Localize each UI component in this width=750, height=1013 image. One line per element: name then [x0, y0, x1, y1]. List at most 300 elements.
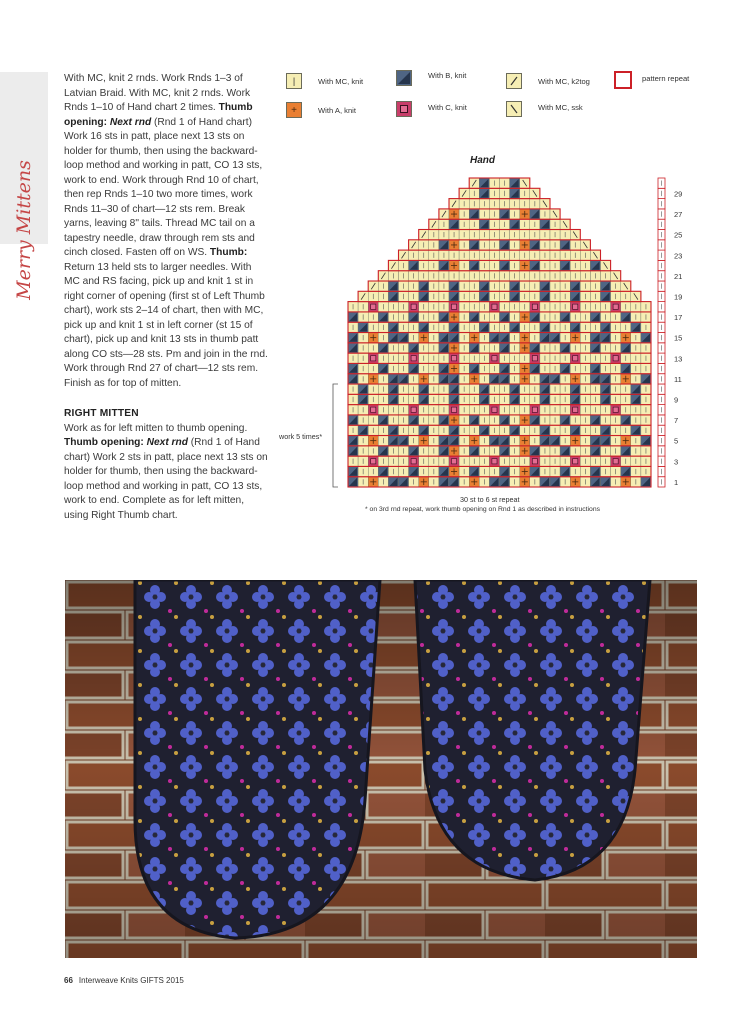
- legend-pattern-repeat: [614, 71, 689, 89]
- chart-cell: [540, 240, 550, 250]
- chart-cell: [590, 466, 600, 476]
- b-knit-mark: [602, 385, 610, 393]
- chart-cell: [520, 178, 530, 188]
- k2tog-mark: [432, 221, 436, 227]
- k2tog-mark: [361, 293, 365, 299]
- chart-cell: [520, 291, 530, 301]
- chart-cell: [368, 302, 378, 312]
- chart-cell: [489, 281, 499, 291]
- chart-cell: [641, 384, 651, 394]
- b-knit-mark: [389, 282, 397, 290]
- chart-cell: [348, 394, 358, 404]
- chart-cell: [570, 436, 580, 446]
- b-knit-mark: [511, 282, 519, 290]
- b-knit-mark: [450, 478, 458, 486]
- k2tog-mark: [371, 283, 375, 289]
- repeat-outline: [429, 219, 570, 229]
- chart-cell: [489, 188, 499, 198]
- chart-cell: [500, 333, 510, 343]
- chart-cell: [439, 456, 449, 466]
- chart-cell: [409, 271, 419, 281]
- chart-cell: [530, 446, 540, 456]
- chart-cell: [439, 291, 449, 301]
- chart-cell: [419, 302, 429, 312]
- legend-label: With A, knit: [318, 105, 356, 115]
- c-knit-mark: [411, 407, 416, 412]
- chart-cell: [590, 363, 600, 373]
- margin-cell: [658, 291, 665, 301]
- chart-cell: [348, 343, 358, 353]
- chart-cell: [368, 343, 378, 353]
- chart-cell: [580, 477, 590, 487]
- chart-cell: [489, 322, 499, 332]
- chart-cell: [368, 322, 378, 332]
- b-knit-mark: [622, 416, 630, 424]
- chart-cell: [399, 322, 409, 332]
- chart-cell: [449, 250, 459, 260]
- chart-cell: [540, 322, 550, 332]
- chart-cell: [580, 425, 590, 435]
- margin-cell: [658, 219, 665, 229]
- margin-cell: [658, 415, 665, 425]
- b-knit-mark: [591, 364, 599, 372]
- chart-cell: [500, 312, 510, 322]
- chart-cell: [580, 302, 590, 312]
- chart-cell: [550, 333, 560, 343]
- chart-cell: [580, 466, 590, 476]
- chart-cell: [439, 281, 449, 291]
- b-knit-mark: [602, 292, 610, 300]
- chart-cell: [419, 230, 429, 240]
- repeat-outline: [348, 333, 651, 343]
- b-knit-mark: [410, 344, 418, 352]
- chart-cell: [368, 312, 378, 322]
- chart-cell: [419, 384, 429, 394]
- b-knit-mark: [642, 334, 650, 342]
- b-knit-mark: [349, 416, 357, 424]
- chart-cell: [540, 291, 550, 301]
- chart-cell: [469, 446, 479, 456]
- chart-cell: [500, 394, 510, 404]
- b-knit-mark: [379, 364, 387, 372]
- chart-cell: [590, 456, 600, 466]
- chart-cell: [530, 240, 540, 250]
- b-knit-mark: [511, 292, 519, 300]
- b-knit-mark: [501, 210, 509, 218]
- chart-cell: [449, 240, 459, 250]
- b-knit-mark: [490, 375, 498, 383]
- chart-cell: [590, 322, 600, 332]
- chart-cell: [378, 477, 388, 487]
- chart-cell: [580, 394, 590, 404]
- chart-cell: [590, 436, 600, 446]
- chart-cell: [399, 446, 409, 456]
- chart-cell: [449, 425, 459, 435]
- chart-cell: [580, 271, 590, 281]
- b-knit-mark: [470, 241, 478, 249]
- chart-cell: [439, 250, 449, 260]
- chart-cell: [580, 291, 590, 301]
- chart-cell: [520, 477, 530, 487]
- chart-cell: [358, 477, 368, 487]
- chart-cell: [459, 230, 469, 240]
- chart-cell: [550, 302, 560, 312]
- chart-cell: [429, 436, 439, 446]
- c-knit-mark: [452, 459, 457, 464]
- chart-cell: [459, 250, 469, 260]
- repeat-outline: [409, 240, 591, 250]
- chart-cell: [540, 199, 550, 209]
- chart-cell: [520, 271, 530, 281]
- chart-cell: [368, 291, 378, 301]
- b-knit-mark: [450, 426, 458, 434]
- chart-cell: [439, 219, 449, 229]
- b-knit-mark: [551, 334, 559, 342]
- chart-cell: [479, 178, 489, 188]
- chart-cell: [580, 250, 590, 260]
- chart-cell: [429, 291, 439, 301]
- chart-cell: [388, 425, 398, 435]
- chart-cell: [500, 343, 510, 353]
- chart-cell: [399, 374, 409, 384]
- chart-cell: [388, 394, 398, 404]
- chart-cell: [388, 466, 398, 476]
- chart-cell: [429, 250, 439, 260]
- chart-cell: [631, 363, 641, 373]
- chart-cell: [510, 374, 520, 384]
- chart-cell: [419, 415, 429, 425]
- c-knit-mark: [371, 356, 376, 361]
- chart-cell: [378, 374, 388, 384]
- chart-cell: [641, 353, 651, 363]
- chart-cell: [419, 353, 429, 363]
- b-knit-mark: [501, 447, 509, 455]
- b-knit-mark: [450, 334, 458, 342]
- ssk-mark: [614, 273, 618, 279]
- chart-cell: [601, 374, 611, 384]
- chart-cell: [489, 178, 499, 188]
- chart-cell: [399, 281, 409, 291]
- chart-cell: [631, 425, 641, 435]
- chart-cell: [570, 415, 580, 425]
- chart-cell: [449, 363, 459, 373]
- ssk-mark: [523, 180, 527, 186]
- chart-cell: [459, 405, 469, 415]
- b-knit-mark: [490, 437, 498, 445]
- chart-cell: [570, 322, 580, 332]
- chart-cell: [540, 250, 550, 260]
- chart-cell: [530, 343, 540, 353]
- k2tog-mark: [442, 211, 446, 217]
- chart-cell: [388, 260, 398, 270]
- chart-cell: [621, 466, 631, 476]
- c-knit-mark: [371, 459, 376, 464]
- legend-label: With MC, k2tog: [538, 76, 590, 86]
- b-knit-mark: [450, 282, 458, 290]
- chart-cell: [601, 425, 611, 435]
- chart-cell: [358, 436, 368, 446]
- b-knit-mark: [501, 478, 509, 486]
- b-knit-mark: [359, 395, 367, 403]
- chart-cell: [348, 415, 358, 425]
- chart-cell: [540, 281, 550, 291]
- b-knit-mark: [440, 344, 448, 352]
- chart-cell: [429, 353, 439, 363]
- chart-cell: [409, 425, 419, 435]
- chart-cell: [419, 260, 429, 270]
- c-knit-mark: [613, 304, 618, 309]
- chart-cell: [580, 343, 590, 353]
- repeat-caption: 30 st to 6 st repeat: [460, 495, 520, 504]
- chart-cell: [601, 405, 611, 415]
- chart-cell: [611, 343, 621, 353]
- chart-cell: [459, 343, 469, 353]
- chart-cell: [550, 281, 560, 291]
- chart-cell: [500, 219, 510, 229]
- chart-cell: [429, 240, 439, 250]
- chart-cell: [590, 271, 600, 281]
- b-knit-mark: [349, 447, 357, 455]
- chart-cell: [439, 260, 449, 270]
- chart-cell: [560, 219, 570, 229]
- chart-cell: [388, 384, 398, 394]
- chart-cell: [550, 466, 560, 476]
- chart-cell: [510, 446, 520, 456]
- margin-cell: [658, 446, 665, 456]
- b-knit-mark: [541, 426, 549, 434]
- c-knit-mark: [452, 304, 457, 309]
- chart-cell: [520, 456, 530, 466]
- repeat-outline: [378, 271, 620, 281]
- chart-cell: [439, 312, 449, 322]
- chart-cell: [570, 240, 580, 250]
- chart-cell: [560, 230, 570, 240]
- chart-cell: [500, 230, 510, 240]
- b-knit-mark: [642, 375, 650, 383]
- c-knit-mark: [452, 356, 457, 361]
- chart-cell: [530, 199, 540, 209]
- chart-cell: [429, 333, 439, 343]
- chart-cell: [520, 333, 530, 343]
- c-knit-mark: [371, 304, 376, 309]
- chart-cell: [469, 250, 479, 260]
- chart-cell: [419, 374, 429, 384]
- chart-cell: [378, 312, 388, 322]
- chart-cell: [560, 415, 570, 425]
- chart-cell: [489, 394, 499, 404]
- chart-cell: [469, 178, 479, 188]
- b-knit-mark: [470, 261, 478, 269]
- legend-mc-ssk: [506, 101, 583, 117]
- b-knit-mark: [602, 282, 610, 290]
- b-knit-mark: [470, 344, 478, 352]
- chart-cell: [601, 260, 611, 270]
- chart-cell: [641, 436, 651, 446]
- c-knit-mark: [492, 356, 497, 361]
- chart-cell: [550, 260, 560, 270]
- b-knit-mark: [561, 467, 569, 475]
- b-knit-mark: [501, 364, 509, 372]
- chart-cell: [631, 322, 641, 332]
- repeat-outline: [439, 209, 560, 219]
- chart-cell: [641, 322, 651, 332]
- b-knit-mark: [440, 447, 448, 455]
- chart-cell: [641, 333, 651, 343]
- chart-cell: [479, 353, 489, 363]
- b-knit-mark: [571, 385, 579, 393]
- chart-cell: [520, 240, 530, 250]
- chart-cell: [399, 353, 409, 363]
- chart-cell: [631, 374, 641, 384]
- margin-cell: [658, 353, 665, 363]
- chart-cell: [550, 240, 560, 250]
- chart-cell: [530, 322, 540, 332]
- chart-cell: [358, 446, 368, 456]
- chart-cell: [429, 384, 439, 394]
- chart-cell: [449, 384, 459, 394]
- chart-cell: [459, 312, 469, 322]
- chart-cell: [641, 446, 651, 456]
- chart-cell: [399, 271, 409, 281]
- c-knit-mark: [613, 407, 618, 412]
- b-knit-mark: [591, 416, 599, 424]
- chart-cell: [409, 250, 419, 260]
- chart-cell: [358, 343, 368, 353]
- chart-cell: [601, 271, 611, 281]
- chart-cell: [388, 281, 398, 291]
- chart-cell: [439, 240, 449, 250]
- repeat-outline: [348, 343, 651, 353]
- chart-cell: [550, 322, 560, 332]
- b-knit-mark: [450, 437, 458, 445]
- chart-cell: [419, 466, 429, 476]
- chart-cell: [368, 374, 378, 384]
- chart-cell: [520, 230, 530, 240]
- row-number: 25: [674, 230, 683, 240]
- chart-cell: [358, 363, 368, 373]
- b-knit-mark: [511, 395, 519, 403]
- repeat-outline: [348, 466, 651, 476]
- chart-cell: [449, 415, 459, 425]
- chart-cell: [580, 456, 590, 466]
- chart-cell: [469, 415, 479, 425]
- chart-cell: [621, 281, 631, 291]
- chart-cell: [550, 446, 560, 456]
- chart-cell: [348, 302, 358, 312]
- ssk-mark: [604, 262, 608, 268]
- b-knit-mark: [511, 179, 519, 187]
- c-knit-mark: [492, 407, 497, 412]
- chart-cell: [621, 394, 631, 404]
- chart-cell: [469, 271, 479, 281]
- chart-cell: [530, 281, 540, 291]
- chart-cell: [439, 374, 449, 384]
- chart-cell: [520, 322, 530, 332]
- chart-cell: [409, 343, 419, 353]
- chart-cell: [378, 415, 388, 425]
- b-knit-mark: [602, 375, 610, 383]
- chart-cell: [449, 312, 459, 322]
- instructions-column: [64, 72, 270, 523]
- chart-cell: [540, 302, 550, 312]
- b-knit-mark: [389, 478, 397, 486]
- chart-cell: [378, 281, 388, 291]
- chart-cell: [510, 477, 520, 487]
- chart-cell: [419, 436, 429, 446]
- chart-cell: [439, 343, 449, 353]
- chart-cell: [419, 456, 429, 466]
- chart-cell: [388, 353, 398, 363]
- b-knit-mark: [410, 467, 418, 475]
- margin-cell: [658, 374, 665, 384]
- chart-cell: [358, 394, 368, 404]
- chart-cell: [621, 363, 631, 373]
- chart-cell: [378, 405, 388, 415]
- b-knit-mark: [541, 385, 549, 393]
- chart-cell: [621, 446, 631, 456]
- chart-cell: [459, 456, 469, 466]
- chart-cell: [530, 456, 540, 466]
- chart-cell: [449, 436, 459, 446]
- chart-cell: [479, 477, 489, 487]
- margin-cell: [658, 209, 665, 219]
- chart-cell: [510, 363, 520, 373]
- chart-cell: [530, 230, 540, 240]
- chart-cell: [449, 333, 459, 343]
- b-knit-mark: [379, 467, 387, 475]
- b-knit-mark: [511, 220, 519, 228]
- chart-cell: [479, 405, 489, 415]
- chart-cell: [429, 405, 439, 415]
- chart-cell: [621, 343, 631, 353]
- chart-cell: [479, 302, 489, 312]
- chart-cell: [419, 250, 429, 260]
- chart-cell: [580, 363, 590, 373]
- chart-cell: [439, 271, 449, 281]
- page-number: 66: [64, 976, 73, 985]
- b-knit-mark: [591, 467, 599, 475]
- chart-cell: [479, 436, 489, 446]
- chart-cell: [459, 415, 469, 425]
- chart-cell: [368, 363, 378, 373]
- chart-cell: [429, 466, 439, 476]
- b-knit-mark: [379, 313, 387, 321]
- chart-cell: [388, 333, 398, 343]
- chart-cell: [530, 363, 540, 373]
- repeat-outline: [348, 394, 651, 404]
- chart-cell: [590, 425, 600, 435]
- chart-cell: [439, 477, 449, 487]
- b-knit-mark: [561, 313, 569, 321]
- chart-cell: [378, 384, 388, 394]
- chart-cell: [489, 374, 499, 384]
- c-knit-mark: [532, 407, 537, 412]
- chart-cell: [489, 456, 499, 466]
- chart-cell: [469, 209, 479, 219]
- chart-cell: [489, 271, 499, 281]
- chart-cell: [358, 405, 368, 415]
- chart-cell: [348, 353, 358, 363]
- chart-cell: [449, 477, 459, 487]
- b-knit-mark: [551, 437, 559, 445]
- chart-cell: [510, 405, 520, 415]
- chart-cell: [500, 209, 510, 219]
- row-number: 19: [674, 292, 683, 302]
- chart-cell: [560, 322, 570, 332]
- chart-cell: [459, 209, 469, 219]
- chart-cell: [409, 302, 419, 312]
- chart-cell: [479, 343, 489, 353]
